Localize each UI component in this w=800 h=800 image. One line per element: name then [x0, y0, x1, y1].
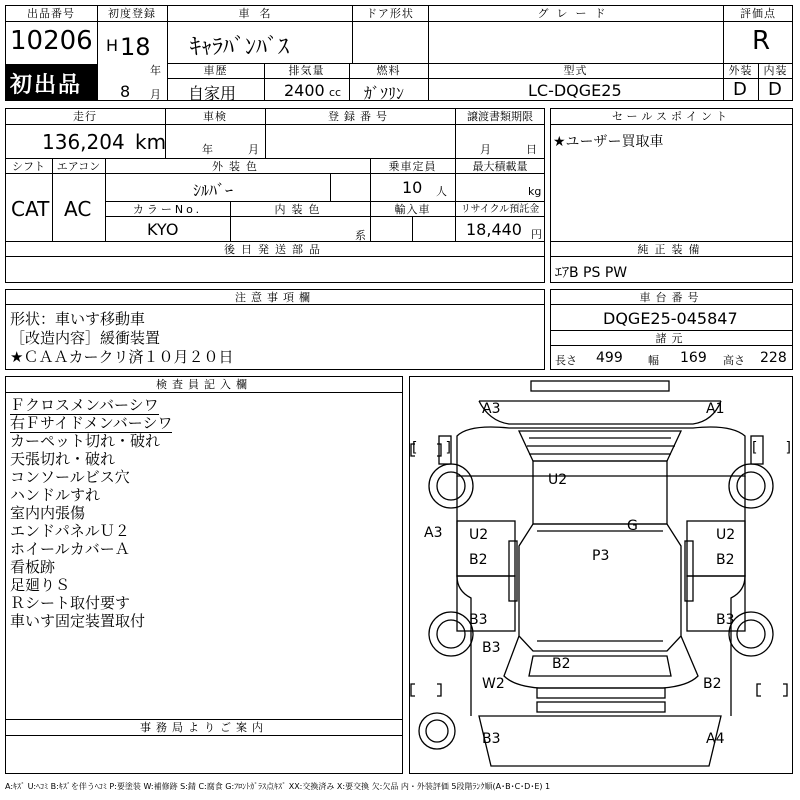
- ac: AC: [64, 197, 92, 221]
- car-name: ｷｬﾗﾊﾞﾝﾊﾞｽ: [190, 35, 290, 60]
- inspector-line-1: Ｆクロスメンバーシワ: [10, 396, 159, 414]
- exterior-color: ｼﾙﾊﾞｰ: [193, 181, 234, 200]
- ac-label: エアコン: [56, 160, 101, 173]
- reg-month-unit: 月: [150, 88, 161, 101]
- exterior-grade: D: [733, 79, 747, 100]
- reg-year-unit: 年: [150, 64, 161, 77]
- mark-a1-tr: A1: [706, 401, 725, 417]
- roof: [533, 461, 667, 524]
- mark-p3: P3: [592, 548, 610, 564]
- mileage-unit: km: [135, 130, 167, 154]
- exterior-grade-label: 外装: [728, 64, 753, 77]
- left-side-line: [457, 476, 471, 716]
- recycle-unit: 円: [531, 228, 542, 241]
- notes-line-2: ［改造内容］緩衝装置: [10, 329, 161, 347]
- recycle: 18,440: [466, 220, 522, 239]
- mark-b3-bottom: B3: [482, 731, 501, 747]
- chassis-number: DQGE25-045847: [603, 309, 738, 328]
- history: 自家用: [188, 84, 237, 103]
- right-side-line: [731, 476, 745, 716]
- score: R: [752, 26, 771, 56]
- transfer-label: 譲渡書類期限: [467, 110, 533, 123]
- inspector-line-5: コンソールビス穴: [10, 468, 130, 486]
- capacity-label: 乗車定員: [388, 160, 437, 173]
- front-left-hub: [437, 472, 465, 500]
- mark-w2: W2: [482, 676, 505, 692]
- mark-a4-bottom: A4: [706, 731, 725, 747]
- inspector-line-13: 車いす固定装置取付: [10, 612, 146, 630]
- mileage: 136,204: [42, 130, 125, 154]
- length: 499: [596, 350, 623, 366]
- mark-a3-tl: A3: [482, 401, 501, 417]
- windshield-wipers: [527, 438, 675, 454]
- fuel-label: 燃料: [376, 64, 401, 77]
- transfer-day-unit: 日: [526, 143, 537, 156]
- mark-u2-roof: U2: [548, 472, 568, 488]
- rear-body: [504, 636, 698, 688]
- color-no: KYO: [147, 220, 179, 239]
- displacement-label: 排気量: [288, 64, 325, 77]
- mark-b2-right: B2: [716, 552, 735, 568]
- notes-line-3: ★ＣＡＡカークリ済１０月２０日: [10, 348, 234, 366]
- rear-right-wheel: [729, 612, 773, 656]
- notes-label: 注意事項欄: [235, 291, 315, 304]
- rear-left-hub: [437, 620, 465, 648]
- color-no-label: カラーNo.: [132, 203, 203, 216]
- front-left-wheel: [429, 464, 473, 508]
- inspector-line-3: カーペット切れ・破れ: [10, 432, 161, 450]
- mark-bracket-right: [ ]: [752, 440, 791, 456]
- exterior-color-label: 外装色: [212, 160, 263, 173]
- mileage-label: 走行: [73, 110, 97, 123]
- capacity-unit: 人: [436, 185, 447, 198]
- spec-label: 諸元: [655, 332, 688, 345]
- equipment-label: 純正装備: [637, 243, 706, 256]
- car-name-label: 車名: [238, 7, 281, 20]
- max-load-label: 最大積載量: [472, 160, 528, 173]
- rear-bumper: [479, 716, 721, 766]
- era: H: [106, 36, 119, 55]
- model-code: LC-DQGE25: [528, 81, 622, 100]
- inspector-label: 検査員記入欄: [156, 378, 252, 391]
- import-label: 輸入車: [394, 203, 431, 216]
- rear-bumper-bar: [537, 688, 665, 698]
- rear-right-hub: [737, 620, 765, 648]
- length-label: 長さ: [555, 354, 577, 367]
- front-right-wheel: [729, 464, 773, 508]
- model-label: 型式: [563, 64, 588, 77]
- inspector-line-11: 足廻りＳ: [10, 576, 71, 594]
- interior-color-unit: 系: [355, 229, 366, 242]
- inspector-line-4: 天張切れ・破れ: [10, 450, 116, 468]
- reg-month: 8: [120, 82, 131, 101]
- door-label: ドア形状: [366, 7, 414, 20]
- inspector-line-9: ホイールカバーＡ: [10, 540, 130, 558]
- mark-b3-left: B3: [469, 612, 488, 628]
- mark-b3-right: B3: [716, 612, 735, 628]
- mark-g: G: [627, 518, 638, 534]
- legend: A:ｷｽﾞ U:ﾍｺﾐ B:ｷｽﾞを伴うﾍｺﾐ P:要塗装 W:補修跡 S:錆 C:腐食 G:ﾌﾛﾝﾄｶﾞﾗｽ点ｷｽﾞ XX:交換済み X:要交換 欠:欠品 内・外装評価 5段階ﾗﾝｸ順(A･B･C･D･E) 1: [5, 782, 551, 791]
- mark-b2-left: B2: [469, 552, 488, 568]
- inspection-label: 車検: [203, 110, 227, 123]
- grade-label: グレード: [537, 7, 614, 20]
- inspector-line-2: 右Ｆサイドメンバーシワ: [10, 414, 173, 432]
- later-parts-label: 後日発送部品: [224, 243, 326, 256]
- inspector-line-10: 看板跡: [10, 558, 56, 576]
- height-label: 高さ: [723, 354, 745, 367]
- width-label: 幅: [648, 354, 659, 367]
- equipment: ｴｱB PS PW: [555, 265, 628, 281]
- front-bumper: [479, 401, 721, 424]
- rear-left-wheel: [429, 612, 473, 656]
- interior-color-label: 内装色: [274, 203, 326, 216]
- inspector-line-8: エンドパネルＵ２: [10, 522, 130, 540]
- capacity: 10: [402, 178, 423, 197]
- inspection-year-unit: 年: [202, 143, 213, 156]
- hood-outline: [457, 427, 745, 476]
- spare-hub: [426, 720, 448, 742]
- car-diagram: [409, 376, 793, 774]
- recycle-label: リサイクル預託金: [460, 204, 540, 215]
- inspector-line-7: 室内内張傷: [10, 504, 86, 522]
- selling-points: ★ユーザー買取車: [553, 134, 664, 150]
- history-label: 車歴: [203, 64, 228, 77]
- inspector-line-6: ハンドルすれ: [10, 486, 101, 504]
- front-right-hub: [737, 472, 765, 500]
- front-bumper-bar: [531, 381, 669, 391]
- max-load-unit: kg: [528, 185, 542, 198]
- first-reg-label: 初度登録: [108, 7, 156, 20]
- reg-year: 18: [120, 33, 151, 61]
- lot-number-label: 出品番号: [27, 7, 75, 20]
- mark-b3-lower: B3: [482, 640, 501, 656]
- width: 169: [680, 350, 707, 366]
- interior-grade-label: 内装: [763, 64, 788, 77]
- cabin-top: [519, 524, 681, 651]
- selling-points-label: セールスポイント: [611, 110, 731, 123]
- notes-line-1: 形状：車いす移動車: [10, 310, 146, 328]
- mark-u2-right: U2: [716, 527, 736, 543]
- office-label: 事務局よりご案内: [140, 721, 268, 734]
- mark-b2-rear: B2: [552, 656, 571, 672]
- right-rear-strip: [685, 541, 693, 601]
- shift-label: シフト: [12, 160, 45, 173]
- chassis-label: 車台番号: [639, 291, 704, 304]
- spare-wheel: [419, 713, 455, 749]
- rear-window: [529, 656, 671, 676]
- inspector-line-12: Ｒシート取付要す: [10, 594, 131, 612]
- score-label: 評価点: [740, 7, 776, 20]
- shift: CAT: [11, 197, 50, 221]
- mark-bracket-left: [ ]: [412, 440, 451, 456]
- mark-u2-left: U2: [469, 527, 489, 543]
- inspection-month-unit: 月: [248, 143, 259, 156]
- registration-label: 登録番号: [328, 110, 392, 123]
- first-listing-text: 初出品: [10, 73, 83, 98]
- mark-a3-left: A3: [424, 525, 443, 541]
- right-lower-bracket: [757, 684, 787, 696]
- displacement-unit: cc: [329, 86, 342, 99]
- transfer-month-unit: 月: [480, 143, 491, 156]
- fuel: ｶﾞｿﾘﾝ: [364, 84, 405, 103]
- interior-grade: D: [768, 79, 782, 100]
- displacement: 2400: [284, 81, 325, 100]
- left-lower-bracket: [411, 684, 441, 696]
- rear-step-bar: [537, 702, 665, 712]
- mark-b2-rr: B2: [703, 676, 722, 692]
- left-rear-strip: [509, 541, 517, 601]
- height: 228: [760, 350, 787, 366]
- lot-number: 10206: [10, 26, 93, 56]
